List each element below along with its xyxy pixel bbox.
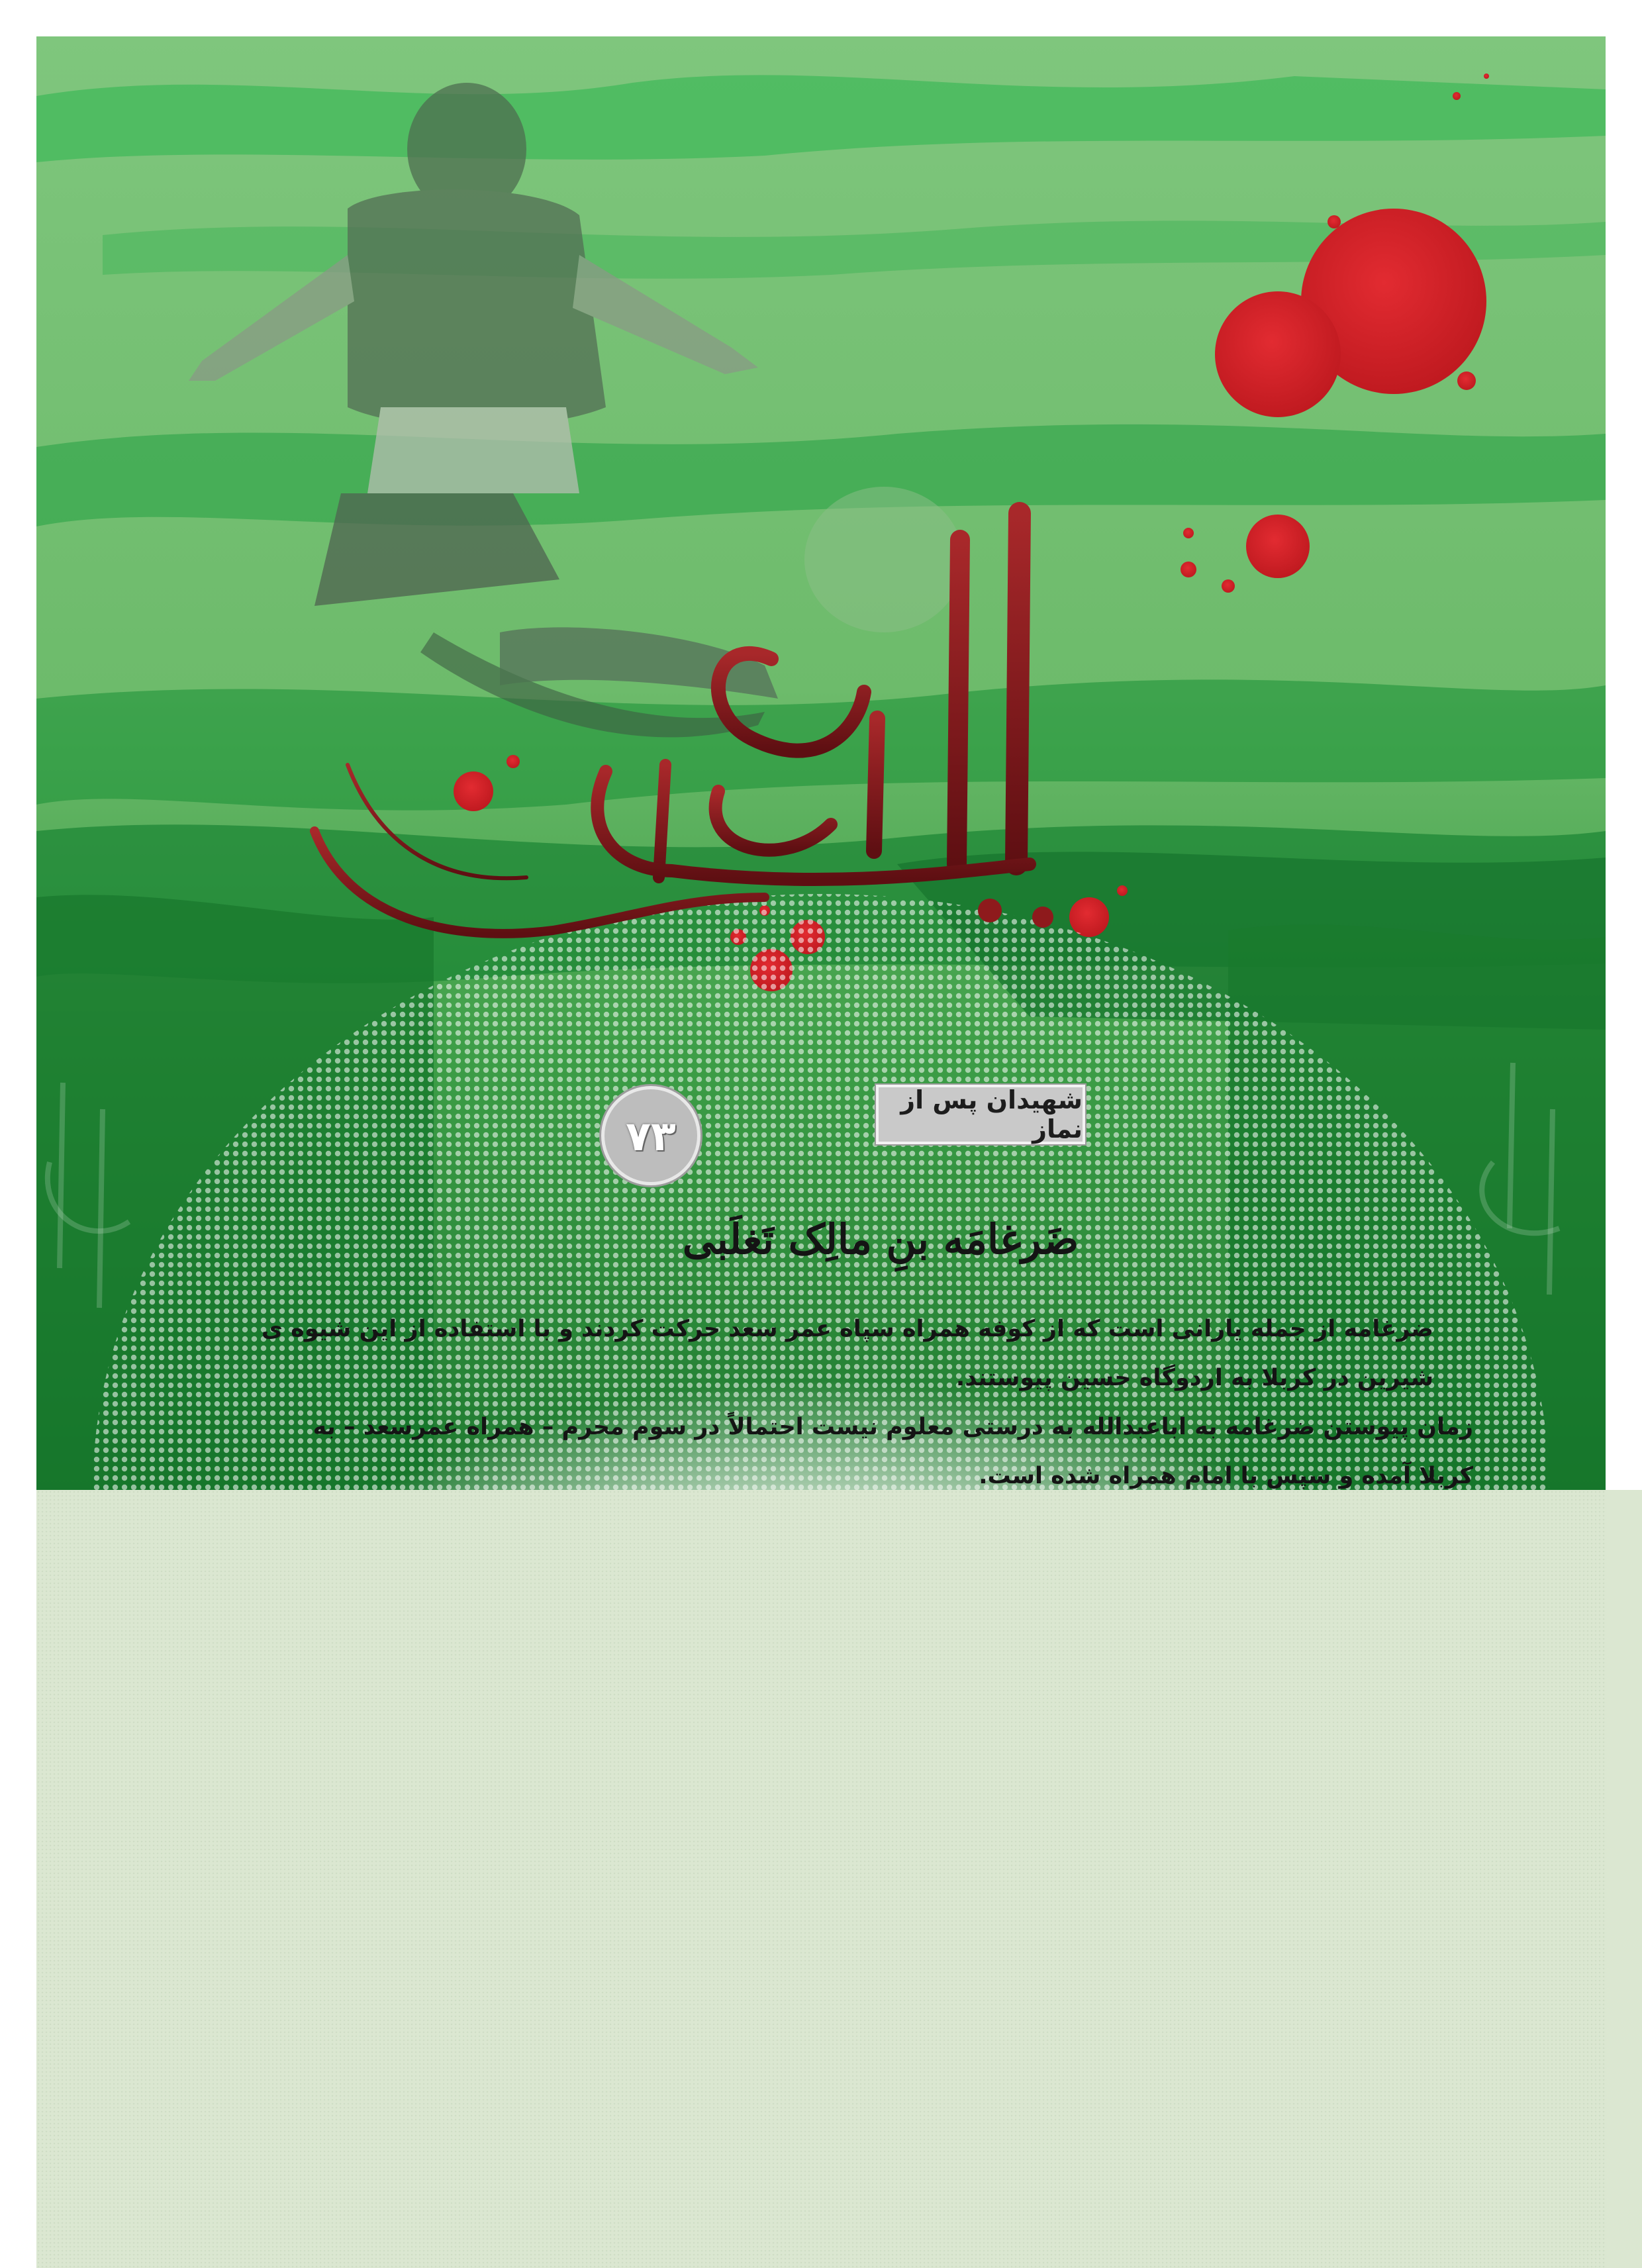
number-badge	[601, 1086, 700, 1185]
subtitle-text: شهیدان پس از نماز	[900, 1085, 1083, 1144]
number-text: ۷۳	[626, 1111, 676, 1160]
poster	[36, 36, 1606, 1490]
biography-text	[255, 1305, 1473, 1501]
blank-lower-panel	[36, 1490, 1606, 2268]
poster-artwork	[36, 36, 1606, 1490]
blank-lower-panel-edge	[1606, 1490, 1642, 2268]
subtitle-badge	[876, 1085, 1085, 1144]
paragraph-2: زمان پیوستن ضرغامه به اباعبدالله به درستی معلوم نیست احتمالاً در سوم محرم – همراه عمرسعد – به کربلا آمده و سپس با امام همراه شده است.	[313, 1414, 1473, 1489]
paragraph-1: ضرغامه از جمله یارانی است که از کوفه همراه سپاه عمر سعد حرکت کردند و با استفاده از این شیوه ی شیرین در کربلا به اردوگاه حسین پیوستند.	[261, 1316, 1433, 1391]
martyr-name-title: ضَرغامَه بنِ مالِک تَغلَبی	[682, 1215, 1079, 1263]
